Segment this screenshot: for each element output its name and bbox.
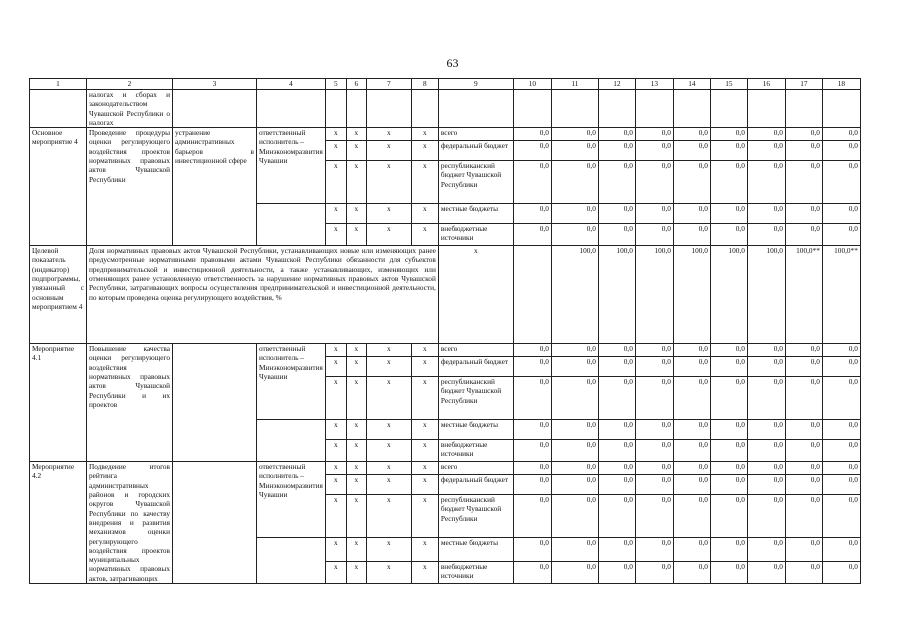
value-cell: 0,0 xyxy=(551,377,598,420)
value-cell: 0,0 xyxy=(598,420,635,440)
column-header: 16 xyxy=(747,79,785,90)
x-cell: x xyxy=(411,462,438,475)
value-cell: 0,0 xyxy=(513,141,551,161)
column-header: 10 xyxy=(513,79,551,90)
value-cell: 0,0 xyxy=(822,462,860,475)
x-cell: x xyxy=(366,475,411,495)
x-cell: x xyxy=(325,562,346,584)
source-cell: всего xyxy=(438,128,513,141)
column-header: 13 xyxy=(635,79,673,90)
value-cell: 0,0 xyxy=(785,161,822,204)
empty-cell xyxy=(822,90,860,128)
column-header: 1 xyxy=(30,79,87,90)
value-cell: 0,0 xyxy=(747,204,785,224)
empty-cell xyxy=(257,420,326,462)
activity-4-1-row xyxy=(30,344,861,357)
value-cell: 0,0 xyxy=(747,462,785,475)
x-cell: x xyxy=(325,440,346,462)
empty-cell xyxy=(747,90,785,128)
value-cell: 0,0 xyxy=(822,161,860,204)
x-cell: x xyxy=(325,495,346,538)
value-cell: 0,0 xyxy=(822,204,860,224)
value-cell: 0,0 xyxy=(747,440,785,462)
value-cell: 0,0 xyxy=(710,462,747,475)
value-cell: 0,0 xyxy=(710,357,747,377)
value-cell: 0,0 xyxy=(673,224,710,246)
column-header: 2 xyxy=(87,79,173,90)
x-cell: x xyxy=(366,462,411,475)
value-cell: 0,0 xyxy=(822,562,860,584)
value-cell: 0,0 xyxy=(551,562,598,584)
column-header: 7 xyxy=(366,79,411,90)
x-cell: x xyxy=(366,224,411,246)
source-cell: всего xyxy=(438,344,513,357)
value-cell: 0,0 xyxy=(710,204,747,224)
value-cell: 0,0 xyxy=(710,128,747,141)
x-cell: x xyxy=(411,475,438,495)
value-cell: 0,0 xyxy=(513,440,551,462)
x-cell: x xyxy=(325,462,346,475)
value-cell: 0,0 xyxy=(513,462,551,475)
value-cell: 0,0 xyxy=(673,344,710,357)
value-cell: 0,0 xyxy=(673,562,710,584)
x-cell: x xyxy=(325,224,346,246)
empty-cell xyxy=(551,90,598,128)
value-cell: 0,0 xyxy=(747,538,785,562)
value-cell: 0,0 xyxy=(785,538,822,562)
empty-cell xyxy=(366,90,411,128)
value-cell: 0,0 xyxy=(551,161,598,204)
value-cell: 0,0 xyxy=(513,475,551,495)
value-cell: 0,0 xyxy=(673,141,710,161)
indicator-label: Целевой показатель (индикатор) подпрограммы, увязанный с основным мероприятием 4 xyxy=(30,246,87,344)
x-cell: x xyxy=(325,475,346,495)
activity-executor: ответственный исполнитель – Минэкономразвития Чувашии xyxy=(257,128,326,204)
source-cell: федеральный бюджет xyxy=(438,141,513,161)
table-body xyxy=(30,79,861,584)
x-cell: x xyxy=(366,562,411,584)
indicator-value: 100,0 xyxy=(598,246,635,344)
value-cell: 0,0 xyxy=(822,224,860,246)
value-cell: 0,0 xyxy=(635,462,673,475)
value-cell: 0,0 xyxy=(785,562,822,584)
value-cell: 0,0 xyxy=(635,377,673,420)
value-cell: 0,0 xyxy=(747,344,785,357)
x-cell: x xyxy=(411,495,438,538)
value-cell: 0,0 xyxy=(785,420,822,440)
x-cell: x xyxy=(366,538,411,562)
x-cell: x xyxy=(411,224,438,246)
value-cell: 0,0 xyxy=(598,440,635,462)
value-cell: 0,0 xyxy=(635,475,673,495)
value-cell: 0,0 xyxy=(635,538,673,562)
value-cell: 0,0 xyxy=(551,141,598,161)
activity-4-1-label: Мероприятие 4.1 xyxy=(30,344,87,462)
value-cell: 0,0 xyxy=(635,495,673,538)
value-cell: 0,0 xyxy=(598,462,635,475)
value-cell: 0,0 xyxy=(635,224,673,246)
value-cell: 0,0 xyxy=(710,161,747,204)
value-cell: 0,0 xyxy=(710,224,747,246)
x-cell: x xyxy=(346,440,366,462)
column-header: 15 xyxy=(710,79,747,90)
value-cell: 0,0 xyxy=(513,377,551,420)
source-cell: республиканский бюджет Чувашской Республики xyxy=(438,161,513,204)
value-cell: 0,0 xyxy=(747,475,785,495)
activity-label: Основное мероприятие 4 xyxy=(30,128,87,246)
x-cell: x xyxy=(346,538,366,562)
value-cell: 0,0 xyxy=(747,224,785,246)
value-cell: 0,0 xyxy=(785,344,822,357)
x-cell: x xyxy=(366,344,411,357)
value-cell: 0,0 xyxy=(785,204,822,224)
value-cell: 0,0 xyxy=(551,495,598,538)
x-cell: x xyxy=(366,377,411,420)
x-cell: x xyxy=(366,440,411,462)
value-cell: 0,0 xyxy=(513,495,551,538)
value-cell: 0,0 xyxy=(710,495,747,538)
empty-cell xyxy=(411,90,438,128)
value-cell: 0,0 xyxy=(785,357,822,377)
value-cell: 0,0 xyxy=(513,344,551,357)
value-cell: 0,0 xyxy=(785,128,822,141)
x-cell: x xyxy=(411,357,438,377)
value-cell: 0,0 xyxy=(513,357,551,377)
source-cell: федеральный бюджет xyxy=(438,357,513,377)
value-cell: 0,0 xyxy=(513,161,551,204)
x-cell: x xyxy=(325,538,346,562)
value-cell: 0,0 xyxy=(822,420,860,440)
x-cell: x xyxy=(411,141,438,161)
value-cell: 0,0 xyxy=(822,440,860,462)
value-cell: 0,0 xyxy=(710,538,747,562)
x-cell: x xyxy=(366,161,411,204)
empty-cell xyxy=(173,462,257,584)
x-cell: x xyxy=(346,344,366,357)
x-cell: x xyxy=(366,357,411,377)
empty-cell xyxy=(513,90,551,128)
x-cell: x xyxy=(366,141,411,161)
value-cell: 0,0 xyxy=(551,538,598,562)
value-cell: 0,0 xyxy=(513,562,551,584)
empty-cell xyxy=(325,90,346,128)
x-cell: x xyxy=(346,224,366,246)
value-cell: 0,0 xyxy=(747,128,785,141)
empty-cell xyxy=(598,90,635,128)
empty-cell xyxy=(513,246,551,344)
empty-cell xyxy=(173,90,257,128)
x-cell: x xyxy=(346,141,366,161)
value-cell: 0,0 xyxy=(673,475,710,495)
x-cell: x xyxy=(411,377,438,420)
value-cell: 0,0 xyxy=(822,141,860,161)
indicator-value: 100,0 xyxy=(673,246,710,344)
column-header: 4 xyxy=(257,79,326,90)
activity-4-1-executor: ответственный исполнитель – Минэкономразвития Чувашии xyxy=(257,344,326,420)
x-cell: x xyxy=(346,377,366,420)
value-cell: 0,0 xyxy=(785,475,822,495)
value-cell: 0,0 xyxy=(710,475,747,495)
indicator-text: Доля нормативных правовых актов Чувашской Республики, устанавливающих новые или изменяющих ранее предусмотренные нормативными правовыми актами Чувашской Республики обязанности для субъектов предпринимательской и инвестиционной деятельности, а также устанавливающих, изменяющих или отменяющих ранее установленную ответственность за нарушение нормативных правовых актов Чувашской Республики, затрагивающих вопросы осуществления предпринимательской и инвестиционной деятельности, по которым проведена оценка регулирующего воздействия, % xyxy=(87,246,439,344)
value-cell: 0,0 xyxy=(822,495,860,538)
x-cell: x xyxy=(325,420,346,440)
value-cell: 0,0 xyxy=(673,204,710,224)
value-cell: 0,0 xyxy=(635,128,673,141)
x-cell: x xyxy=(346,128,366,141)
column-header: 3 xyxy=(173,79,257,90)
empty-cell xyxy=(438,90,513,128)
value-cell: 0,0 xyxy=(513,204,551,224)
x-cell: x xyxy=(325,128,346,141)
column-header: 18 xyxy=(822,79,860,90)
value-cell: 0,0 xyxy=(551,344,598,357)
activity-name: Проведение процедуры оценки регулирующего воздействия проектов нормативных правовых актов Чувашской Республики xyxy=(87,128,173,246)
value-cell: 0,0 xyxy=(747,495,785,538)
indicator-value: 100,0 xyxy=(635,246,673,344)
x-cell: x xyxy=(346,204,366,224)
x-cell: x xyxy=(411,128,438,141)
value-cell: 0,0 xyxy=(785,377,822,420)
x-cell: x xyxy=(411,562,438,584)
x-cell: x xyxy=(325,377,346,420)
x-cell: x xyxy=(411,440,438,462)
value-cell: 0,0 xyxy=(673,495,710,538)
value-cell: 0,0 xyxy=(747,141,785,161)
x-cell: x xyxy=(346,475,366,495)
activity-goal: устранение административных барьеров в инвестиционной сфере xyxy=(173,128,257,246)
value-cell: 0,0 xyxy=(673,357,710,377)
value-cell: 0,0 xyxy=(747,420,785,440)
value-cell: 0,0 xyxy=(551,204,598,224)
indicator-value: 100,0 xyxy=(747,246,785,344)
x-cell: x xyxy=(366,204,411,224)
x-cell: x xyxy=(325,141,346,161)
activity-4-2-row xyxy=(30,462,861,475)
empty-cell xyxy=(785,90,822,128)
indicator-value: 100,0** xyxy=(785,246,822,344)
main-activity-4-row xyxy=(30,128,861,141)
value-cell: 0,0 xyxy=(551,128,598,141)
continuation-text: налогах и сборах и законодательством Чувашской Республики о налогах xyxy=(87,90,173,128)
column-header: 14 xyxy=(673,79,710,90)
value-cell: 0,0 xyxy=(747,377,785,420)
empty-cell xyxy=(173,344,257,462)
x-cell: x xyxy=(411,204,438,224)
source-cell: внебюджетные источники xyxy=(438,562,513,584)
value-cell: 0,0 xyxy=(822,128,860,141)
value-cell: 0,0 xyxy=(598,495,635,538)
value-cell: 0,0 xyxy=(710,344,747,357)
source-cell: республиканский бюджет Чувашской Республики xyxy=(438,495,513,538)
value-cell: 0,0 xyxy=(635,357,673,377)
program-table xyxy=(29,78,861,584)
value-cell: 0,0 xyxy=(747,161,785,204)
activity-4-2-label: Мероприятие 4.2 xyxy=(30,462,87,584)
value-cell: 0,0 xyxy=(673,462,710,475)
x-cell: x xyxy=(325,204,346,224)
value-cell: 0,0 xyxy=(710,377,747,420)
source-cell: местные бюджеты xyxy=(438,538,513,562)
indicator-value: 100,0 xyxy=(551,246,598,344)
empty-cell xyxy=(635,90,673,128)
empty-cell xyxy=(30,90,87,128)
value-cell: 0,0 xyxy=(551,440,598,462)
x-cell: x xyxy=(346,357,366,377)
column-header: 11 xyxy=(551,79,598,90)
value-cell: 0,0 xyxy=(513,538,551,562)
value-cell: 0,0 xyxy=(598,141,635,161)
value-cell: 0,0 xyxy=(747,357,785,377)
column-header: 6 xyxy=(346,79,366,90)
value-cell: 0,0 xyxy=(598,344,635,357)
value-cell: 0,0 xyxy=(635,562,673,584)
continuation-row xyxy=(30,90,861,128)
value-cell: 0,0 xyxy=(598,204,635,224)
value-cell: 0,0 xyxy=(710,440,747,462)
value-cell: 0,0 xyxy=(822,377,860,420)
value-cell: 0,0 xyxy=(598,538,635,562)
empty-cell xyxy=(710,90,747,128)
empty-cell xyxy=(257,538,326,584)
indicator-value: 100,0 xyxy=(710,246,747,344)
value-cell: 0,0 xyxy=(598,224,635,246)
value-cell: 0,0 xyxy=(635,141,673,161)
value-cell: 0,0 xyxy=(551,420,598,440)
x-cell: x xyxy=(325,357,346,377)
x-cell: x xyxy=(346,495,366,538)
x-cell: x xyxy=(411,420,438,440)
value-cell: 0,0 xyxy=(673,420,710,440)
value-cell: 0,0 xyxy=(710,562,747,584)
value-cell: 0,0 xyxy=(635,344,673,357)
value-cell: 0,0 xyxy=(635,420,673,440)
empty-cell xyxy=(346,90,366,128)
source-cell: всего xyxy=(438,462,513,475)
value-cell: 0,0 xyxy=(551,357,598,377)
value-cell: 0,0 xyxy=(598,475,635,495)
value-cell: 0,0 xyxy=(673,538,710,562)
activity-4-1-name: Повышение качества оценки регулирующего воздействия нормативных правовых актов Чувашской Республики и их проектов xyxy=(87,344,173,462)
value-cell: 0,0 xyxy=(673,440,710,462)
source-cell: внебюджетные источники xyxy=(438,224,513,246)
x-cell: x xyxy=(366,495,411,538)
empty-cell xyxy=(257,90,326,128)
value-cell: 0,0 xyxy=(598,161,635,204)
value-cell: 0,0 xyxy=(598,128,635,141)
empty-cell xyxy=(673,90,710,128)
value-cell: 0,0 xyxy=(551,475,598,495)
activity-4-2-name: Подведение итогов рейтинга административных районов и городских округов Чувашской Республики по качеству внедрения и развития механизмов оценки регулирующего воздействия проектов муниципальных нормативных правовых актов, затрагивающих xyxy=(87,462,173,584)
header-row xyxy=(30,79,861,90)
x-cell: x xyxy=(411,344,438,357)
value-cell: 0,0 xyxy=(673,128,710,141)
source-cell: местные бюджеты xyxy=(438,420,513,440)
value-cell: 0,0 xyxy=(710,420,747,440)
x-cell: x xyxy=(438,246,513,344)
x-cell: x xyxy=(325,344,346,357)
column-header: 17 xyxy=(785,79,822,90)
value-cell: 0,0 xyxy=(598,562,635,584)
x-cell: x xyxy=(325,161,346,204)
x-cell: x xyxy=(346,562,366,584)
value-cell: 0,0 xyxy=(598,377,635,420)
x-cell: x xyxy=(346,462,366,475)
column-header: 8 xyxy=(411,79,438,90)
x-cell: x xyxy=(411,161,438,204)
value-cell: 0,0 xyxy=(551,462,598,475)
value-cell: 0,0 xyxy=(785,495,822,538)
source-cell: федеральный бюджет xyxy=(438,475,513,495)
value-cell: 0,0 xyxy=(785,462,822,475)
value-cell: 0,0 xyxy=(673,377,710,420)
value-cell: 0,0 xyxy=(513,128,551,141)
column-header: 5 xyxy=(325,79,346,90)
x-cell: x xyxy=(366,128,411,141)
column-header: 9 xyxy=(438,79,513,90)
value-cell: 0,0 xyxy=(598,357,635,377)
x-cell: x xyxy=(346,161,366,204)
value-cell: 0,0 xyxy=(747,562,785,584)
value-cell: 0,0 xyxy=(673,161,710,204)
page-number: 63 xyxy=(446,56,459,70)
column-header: 12 xyxy=(598,79,635,90)
value-cell: 0,0 xyxy=(785,224,822,246)
activity-4-2-executor: ответственный исполнитель – Минэкономразвития Чувашии xyxy=(257,462,326,538)
indicator-value: 100,0** xyxy=(822,246,860,344)
value-cell: 0,0 xyxy=(513,224,551,246)
value-cell: 0,0 xyxy=(635,440,673,462)
value-cell: 0,0 xyxy=(785,440,822,462)
source-cell: местные бюджеты xyxy=(438,204,513,224)
value-cell: 0,0 xyxy=(785,141,822,161)
x-cell: x xyxy=(411,538,438,562)
value-cell: 0,0 xyxy=(635,204,673,224)
indicator-row xyxy=(30,246,861,344)
value-cell: 0,0 xyxy=(822,344,860,357)
source-cell: внебюджетные источники xyxy=(438,440,513,462)
empty-cell xyxy=(257,204,326,246)
value-cell: 0,0 xyxy=(551,224,598,246)
value-cell: 0,0 xyxy=(635,161,673,204)
value-cell: 0,0 xyxy=(513,420,551,440)
value-cell: 0,0 xyxy=(822,475,860,495)
x-cell: x xyxy=(366,420,411,440)
x-cell: x xyxy=(346,420,366,440)
value-cell: 0,0 xyxy=(822,538,860,562)
value-cell: 0,0 xyxy=(710,141,747,161)
source-cell: республиканский бюджет Чувашской Республики xyxy=(438,377,513,420)
value-cell: 0,0 xyxy=(822,357,860,377)
